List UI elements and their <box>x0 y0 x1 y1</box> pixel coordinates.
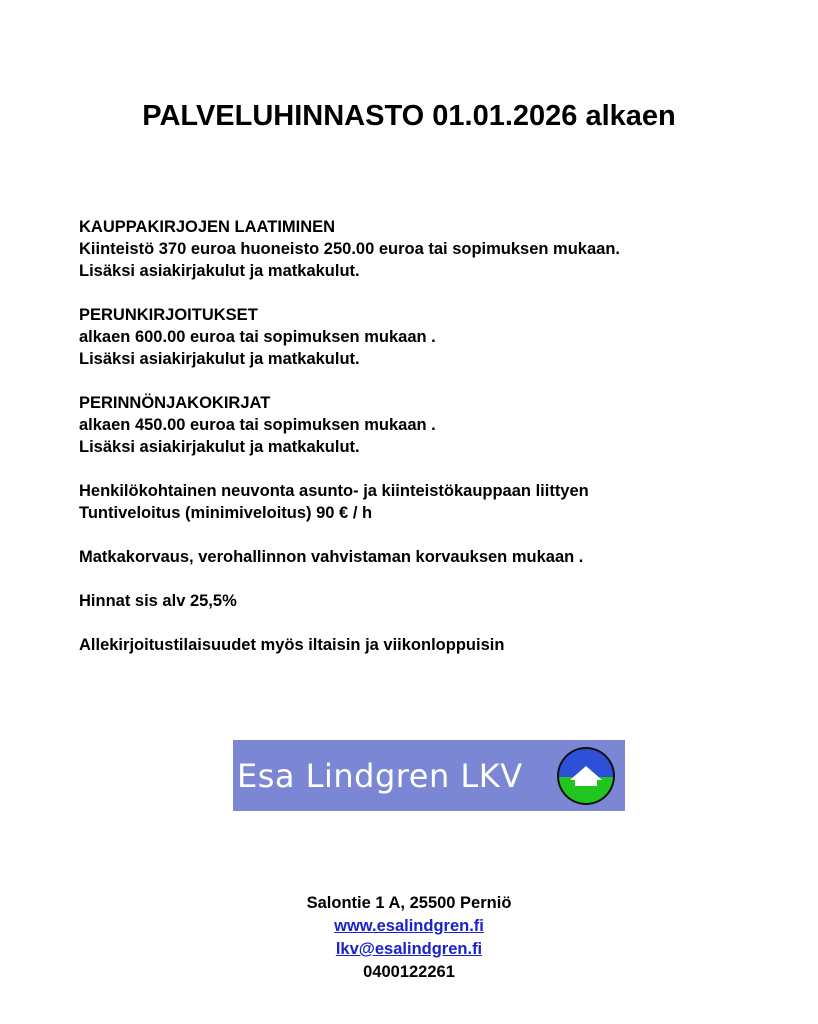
section-line: alkaen 600.00 euroa tai sopimuksen mukaan . <box>79 328 436 346</box>
address: Salontie 1 A, 25500 Perniö <box>306 894 512 912</box>
page-title: PALVELUHINNASTO 01.01.2026 alkaen <box>142 100 676 132</box>
signing-block <box>79 634 779 656</box>
phone-number: 0400122261 <box>363 963 455 981</box>
section-heading: KAUPPAKIRJOJEN LAATIMINEN <box>79 218 336 236</box>
section-perinnonjakokirjat <box>79 392 779 458</box>
section-line: alkaen 450.00 euroa tai sopimuksen mukaan . <box>79 416 436 434</box>
logo-text: Esa Lindgren LKV <box>237 756 523 795</box>
section-line: Kiinteistö 370 euroa huoneisto 250.00 euroa tai sopimuksen mukaan. <box>79 240 621 258</box>
consulting-block <box>79 480 779 524</box>
consulting-rate: Tuntiveloitus (minimiveloitus) 90 € / h <box>79 504 373 522</box>
vat-note: Hinnat sis alv 25,5% <box>79 592 237 610</box>
email-link[interactable]: lkv@esalindgren.fi <box>335 940 483 958</box>
section-line: Lisäksi asiakirjakulut ja matkakulut. <box>79 350 360 368</box>
section-perunkirjoitukset <box>79 304 779 370</box>
company-logo <box>233 740 625 811</box>
travel-compensation: Matkakorvaus, verohallinnon vahvistaman korvauksen mukaan . <box>79 548 584 566</box>
house-globe-icon <box>556 746 616 806</box>
section-heading: PERINNÖNJAKOKIRJAT <box>79 394 271 412</box>
section-line: Lisäksi asiakirjakulut ja matkakulut. <box>79 438 360 456</box>
price-list <box>79 216 779 678</box>
signing-note: Allekirjoitustilaisuudet myös iltaisin ja viikonloppuisin <box>79 636 505 654</box>
vat-block <box>79 590 779 612</box>
contact-footer <box>0 892 818 984</box>
section-heading: PERUNKIRJOITUKSET <box>79 306 258 324</box>
section-kauppakirjat <box>79 216 779 282</box>
consulting-line: Henkilökohtainen neuvonta asunto- ja kiinteistökauppaan liittyen <box>79 482 589 500</box>
section-line: Lisäksi asiakirjakulut ja matkakulut. <box>79 262 360 280</box>
travel-block <box>79 546 779 568</box>
website-link[interactable]: www.esalindgren.fi <box>334 917 484 935</box>
